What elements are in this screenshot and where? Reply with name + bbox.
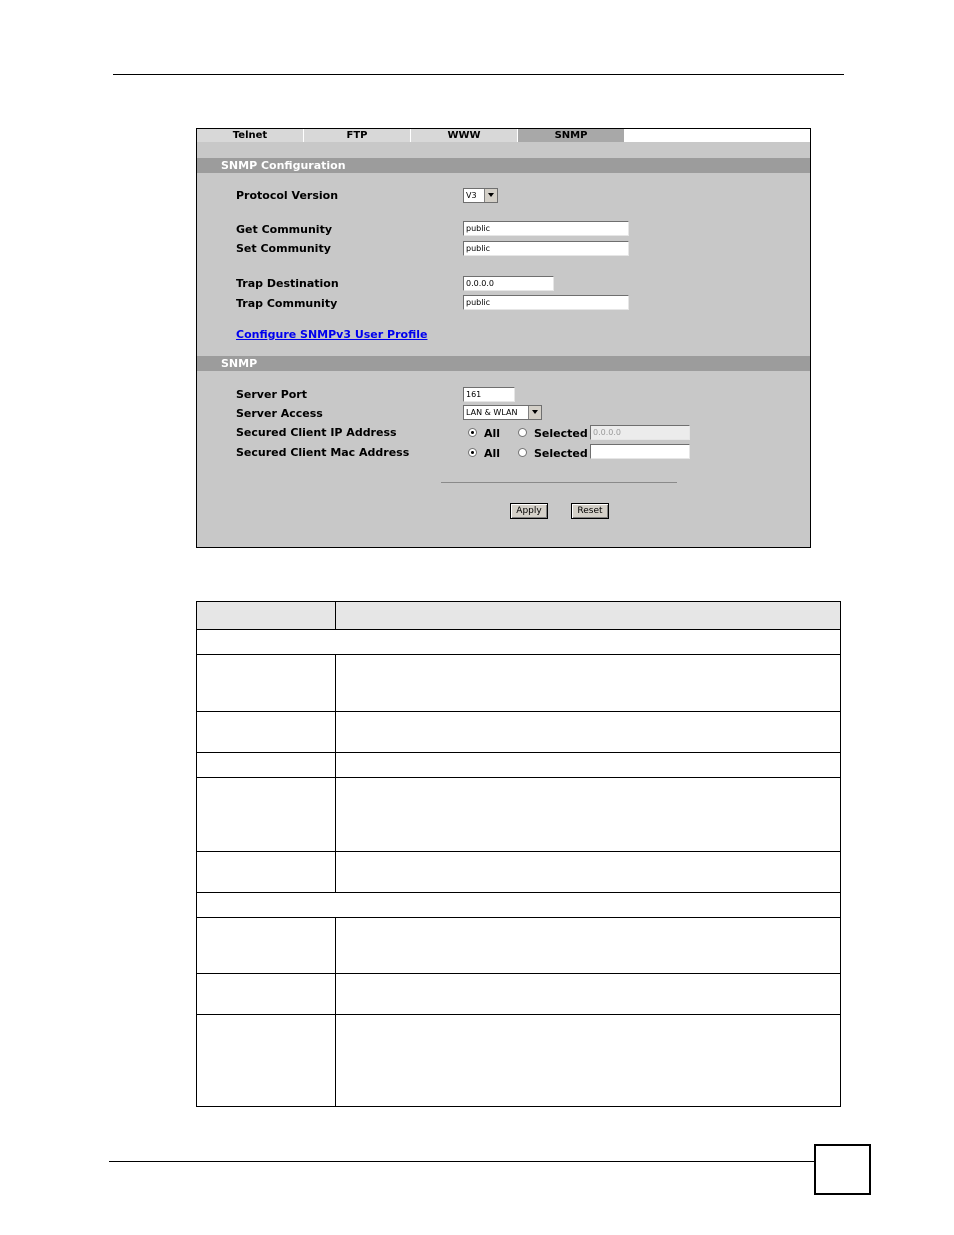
set-community-label: Set Community [236, 242, 331, 255]
secured-client-mac-all-label: All [484, 447, 501, 460]
table-cell [336, 753, 841, 778]
secured-client-ip-label: Secured Client IP Address [236, 426, 397, 439]
table-row [197, 778, 841, 852]
protocol-version-label: Protocol Version [236, 189, 339, 202]
table-cell [197, 893, 841, 918]
server-access-select[interactable] [463, 405, 542, 420]
table-cell [197, 918, 336, 974]
secured-client-mac-selected-radio[interactable] [518, 448, 527, 457]
secured-client-ip-selected-label: Selected [534, 427, 588, 440]
table-row [197, 655, 841, 712]
table-cell [336, 655, 841, 712]
table-header-cell [336, 602, 841, 630]
secured-client-mac-label: Secured Client Mac Address [236, 446, 410, 459]
protocol-version-select[interactable] [463, 188, 498, 203]
table-cell [197, 852, 336, 893]
secured-client-mac-selected-label: Selected [534, 447, 588, 460]
set-community-input[interactable]: public [463, 241, 629, 256]
server-access-label: Server Access [236, 407, 323, 420]
table-cell [336, 778, 841, 852]
table-row [197, 712, 841, 753]
table-cell [336, 712, 841, 753]
table-header-row [197, 602, 841, 630]
table-cell [197, 712, 336, 753]
secured-client-mac-all-radio[interactable] [468, 448, 477, 457]
table-cell [336, 974, 841, 1015]
trap-destination-label: Trap Destination [236, 277, 339, 290]
table-row [197, 630, 841, 655]
chevron-down-icon [484, 189, 497, 202]
table-row [197, 753, 841, 778]
tab-telnet[interactable]: Telnet [197, 129, 304, 142]
server-access-value: LAN & WLAN [466, 408, 518, 417]
secured-client-ip-all-radio[interactable] [468, 428, 477, 437]
protocol-version-value: V3 [466, 191, 477, 200]
page-footer-rule [109, 1161, 814, 1162]
snmp-header: SNMP [197, 356, 810, 371]
table-cell [336, 918, 841, 974]
table-row [197, 893, 841, 918]
table-cell [197, 778, 336, 852]
table-cell [197, 1015, 336, 1107]
button-divider [441, 482, 677, 483]
configure-snmpv3-user-profile-link[interactable]: Configure SNMPv3 User Profile [236, 328, 428, 341]
table-row [197, 852, 841, 893]
tab-bar [197, 129, 810, 142]
table-cell [197, 630, 841, 655]
field-description-table [196, 601, 841, 1107]
table-cell [336, 1015, 841, 1107]
server-port-label: Server Port [236, 388, 307, 401]
page-header-rule [113, 74, 844, 75]
secured-client-ip-selected-radio[interactable] [518, 428, 527, 437]
apply-button[interactable]: Apply [510, 503, 548, 519]
table-row [197, 1015, 841, 1107]
tab-www[interactable]: WWW [411, 129, 518, 142]
secured-client-ip-input[interactable]: 0.0.0.0 [590, 425, 690, 440]
snmp-configuration-header: SNMP Configuration [197, 158, 810, 173]
table-cell [197, 753, 336, 778]
table-row [197, 918, 841, 974]
page-number-box [814, 1144, 871, 1195]
trap-community-label: Trap Community [236, 297, 338, 310]
get-community-input[interactable]: public [463, 221, 629, 236]
trap-community-input[interactable]: public [463, 295, 629, 310]
trap-destination-input[interactable]: 0.0.0.0 [463, 276, 554, 291]
table-cell [197, 974, 336, 1015]
server-port-input[interactable]: 161 [463, 387, 515, 402]
tab-snmp[interactable]: SNMP [518, 129, 625, 142]
table-cell [197, 655, 336, 712]
get-community-label: Get Community [236, 223, 332, 236]
secured-client-ip-all-label: All [484, 427, 501, 440]
chevron-down-icon [528, 406, 541, 419]
table-cell [336, 852, 841, 893]
table-header-cell [197, 602, 336, 630]
tab-ftp[interactable]: FTP [304, 129, 411, 142]
reset-button[interactable]: Reset [571, 503, 609, 519]
snmp-screenshot [196, 128, 811, 548]
table-row [197, 974, 841, 1015]
secured-client-mac-input[interactable] [590, 444, 690, 459]
